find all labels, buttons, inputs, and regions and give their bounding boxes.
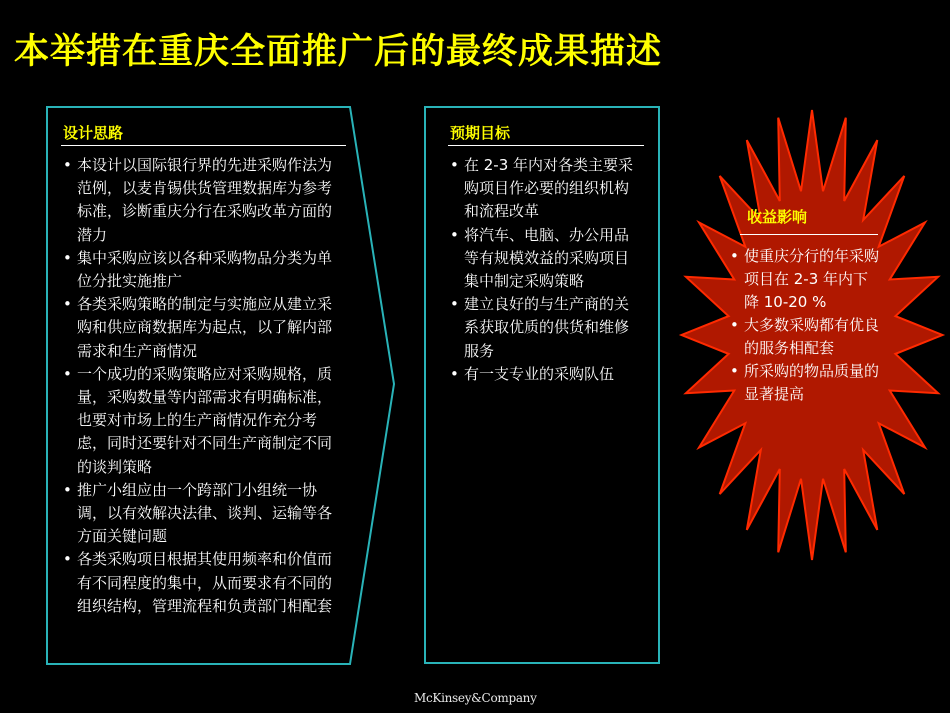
impact-item: • 所采购的物品质量的显著提高 (729, 360, 879, 406)
page-title: 本举措在重庆全面推广后的最终成果描述 (14, 32, 663, 72)
design-item: • 一个成功的采购策略应对采购规格，质量，采购数量等内部需求有明确标准，也要对市场上的生产商情况作充分考虑，同时还要针对不同生产商制定不同的谈判策略 (62, 363, 343, 479)
goals-item: • 将汽车、电脑、办公用品等有规模效益的采购项目集中制定采购策略 (449, 224, 635, 294)
impact-header: 收益影响 (747, 208, 808, 226)
goals-item: • 在 2-3 年内对各类主要采购项目作必要的组织机构和流程改革 (449, 154, 635, 224)
design-item: • 各类采购项目根据其使用频率和价值而有不同程度的集中，从而要求有不同的组织结构，管理流程和负责部门相配套 (62, 548, 343, 618)
mckinsey-logo: McKinsey&Company (414, 691, 537, 705)
goals-header-rule (448, 145, 644, 146)
design-item: • 各类采购策略的制定与实施应从建立采购和供应商数据库为起点，以了解内部需求和生产商情况 (62, 293, 343, 363)
design-list (62, 154, 343, 618)
design-item: • 集中采购应该以各种采购物品分类为单位分批实施推广 (62, 247, 343, 293)
goals-item: • 有一支专业的采购队伍 (449, 363, 635, 386)
design-item: • 推广小组应由一个跨部门小组统一协调，以有效解决法律、谈判、运输等各方面关键问题 (62, 479, 343, 549)
design-item: • 本设计以国际银行界的先进采购作法为范例，以麦肯锡供货管理数据库为参考标准，诊断重庆分行在采购改革方面的潜力 (62, 154, 343, 247)
design-header-rule (61, 145, 346, 146)
design-header: 设计思路 (63, 124, 124, 142)
goals-item: • 建立良好的与生产商的关系获取优质的供货和维修服务 (449, 293, 635, 363)
impact-item: • 使重庆分行的年采购项目在 2-3 年内下降 10-20 % (729, 245, 879, 314)
goals-list (449, 154, 635, 386)
impact-list (729, 245, 879, 406)
goals-header: 预期目标 (450, 124, 511, 142)
impact-item: • 大多数采购都有优良的服务相配套 (729, 314, 879, 360)
impact-header-rule (740, 234, 878, 235)
